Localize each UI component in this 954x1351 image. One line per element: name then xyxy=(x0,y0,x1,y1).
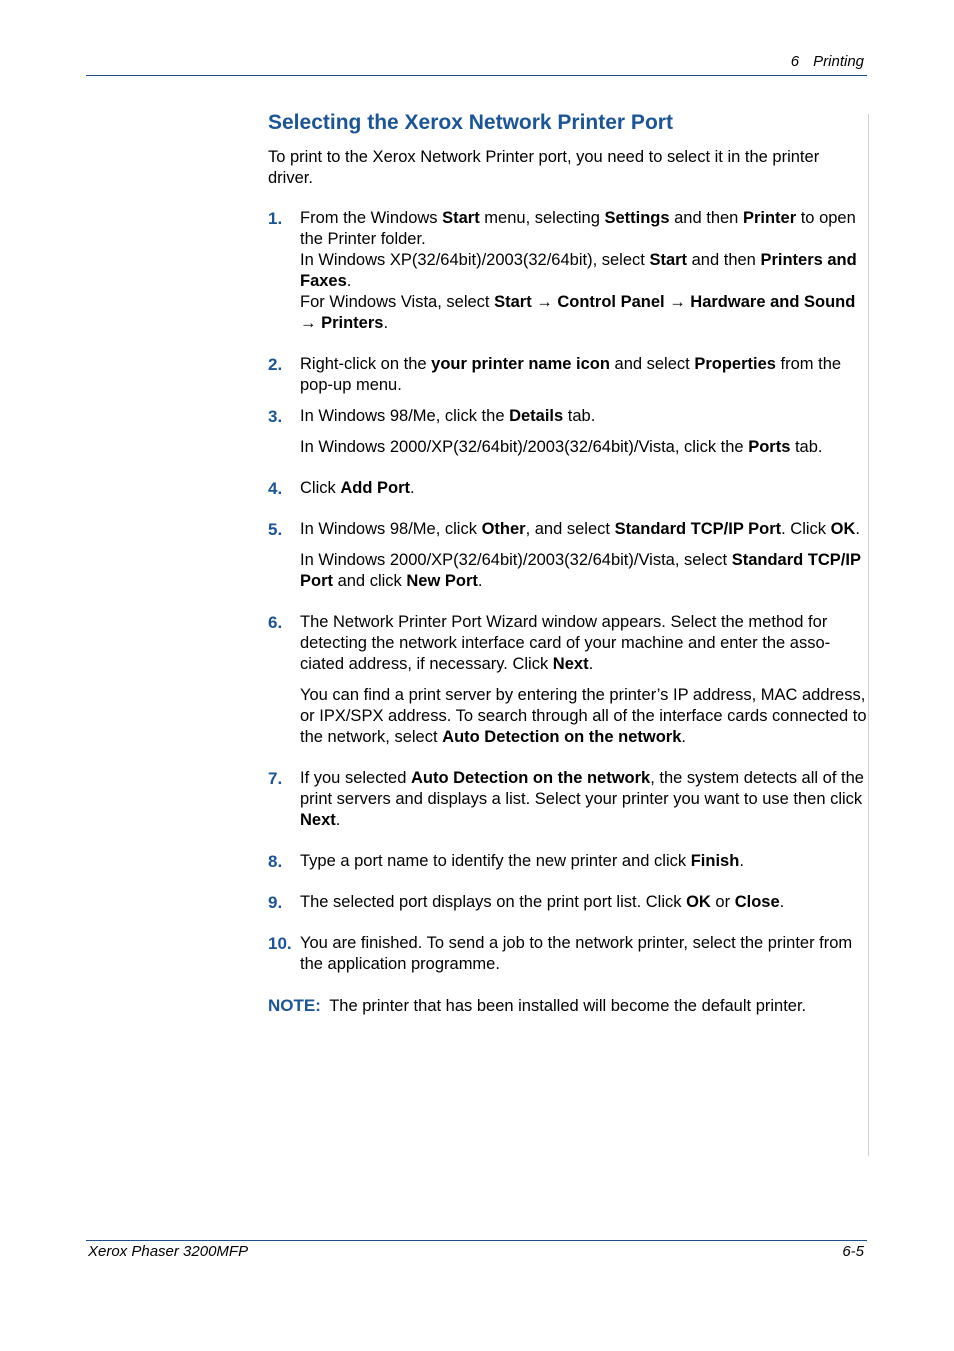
step-text: . xyxy=(410,479,415,497)
step-text: In Windows 2000/XP(32/64bit)/2003(32/64bit)/Vista, select xyxy=(300,551,732,569)
section-title: Selecting the Xerox Network Printer Port xyxy=(268,111,673,134)
page-content xyxy=(268,109,868,1017)
note-label: NOTE: xyxy=(268,996,321,1015)
step-item xyxy=(268,768,868,831)
step-text: You can find a print server by entering the printer’s IP address, MAC address, or IPX/SPX address. To search through all of the interface cards connected to the network, select xyxy=(300,686,867,746)
step-text: or xyxy=(710,893,735,911)
step-text: . xyxy=(588,655,594,673)
step-item xyxy=(268,933,868,975)
step-number: 7. xyxy=(268,769,283,788)
step-text: The selected port displays on the print port list. Click xyxy=(300,893,687,911)
step-text: From the Windows xyxy=(300,209,443,227)
step-item xyxy=(268,892,868,913)
step-text: . xyxy=(335,811,341,829)
step-text: In Windows 98/Me, click xyxy=(300,520,482,538)
step-text: . xyxy=(739,852,744,870)
step-text: In Windows 2000/XP(32/64bit)/2003(32/64bit)/Vista, click the xyxy=(300,438,749,456)
step-paragraph xyxy=(300,406,868,427)
step-text: from the pop-up menu. xyxy=(300,355,842,394)
step-emphasis: New Port xyxy=(406,572,478,590)
step-emphasis: Printers xyxy=(321,314,384,332)
step-text: In Windows XP(32/64bit)/2003(32/64bit), select xyxy=(300,251,650,269)
step-paragraph xyxy=(300,933,868,975)
step-text: You are finished. To send a job to the network printer, select the printer from the application programme. xyxy=(300,934,853,973)
step-item xyxy=(268,478,868,499)
step-text: and then xyxy=(687,251,761,269)
step-text: Right-click on the xyxy=(300,355,432,373)
step-text: and click xyxy=(333,572,407,590)
footer-page-number: 6-5 xyxy=(842,1243,864,1260)
steps-list xyxy=(268,208,868,975)
step-item xyxy=(268,519,868,592)
step-paragraph xyxy=(300,892,868,913)
step-text: . Click xyxy=(781,520,831,538)
step-emphasis: Details xyxy=(509,407,564,425)
step-text: . xyxy=(346,272,352,290)
step-emphasis: Close xyxy=(734,893,780,911)
step-emphasis: Next xyxy=(552,655,589,673)
step-text: The Network Printer Port Wizard window appears. Select the method for detecting the network interface card of your machine and enter the asso-ciated address, if necessary. Click xyxy=(300,613,831,673)
step-item xyxy=(268,851,868,872)
step-paragraph xyxy=(300,519,868,540)
step-paragraph xyxy=(300,851,868,872)
step-text: menu, selecting xyxy=(479,209,605,227)
step-number: 5. xyxy=(268,520,283,539)
step-emphasis: Auto Detection on the network xyxy=(442,728,682,746)
step-emphasis: Start xyxy=(442,209,480,227)
step-paragraph xyxy=(300,354,868,396)
step-text: tab. xyxy=(563,407,596,425)
step-paragraph xyxy=(300,612,868,675)
step-text: Click xyxy=(300,479,341,497)
side-divider xyxy=(868,114,869,1156)
step-text: → xyxy=(664,293,691,311)
step-text: . xyxy=(477,572,483,590)
step-text: to open the Printer folder. xyxy=(300,209,856,248)
step-emphasis: Start xyxy=(649,251,688,269)
step-emphasis: Next xyxy=(300,811,336,829)
header-divider xyxy=(86,75,867,76)
step-number: 6. xyxy=(268,613,283,632)
step-item xyxy=(268,612,868,748)
step-emphasis: Auto Detection on the network xyxy=(410,769,651,787)
step-text: . xyxy=(779,893,785,911)
step-text: If you selected xyxy=(300,769,411,787)
step-paragraph xyxy=(300,208,868,334)
running-header xyxy=(791,53,864,71)
step-text: , the system detects all of the print servers and displays a list. Select your printer you want to use then click xyxy=(300,769,864,808)
step-number: 1. xyxy=(268,209,283,228)
step-emphasis: Finish xyxy=(690,852,740,870)
step-emphasis: Control Panel xyxy=(557,293,665,311)
step-text: and then xyxy=(669,209,743,227)
step-number: 9. xyxy=(268,893,283,912)
step-text: tab. xyxy=(790,438,823,456)
step-text: Type a port name to identify the new printer and click xyxy=(300,852,691,870)
step-text: In Windows 98/Me, click the xyxy=(300,407,510,425)
step-paragraph xyxy=(300,685,868,748)
step-paragraph xyxy=(300,768,868,831)
step-emphasis: Start xyxy=(494,293,532,311)
step-emphasis: Printer xyxy=(742,209,797,227)
step-text: → xyxy=(300,314,322,332)
step-number: 2. xyxy=(268,355,283,374)
step-paragraph xyxy=(300,478,868,499)
step-paragraph xyxy=(300,437,868,458)
step-emphasis: OK xyxy=(830,520,856,538)
step-emphasis: Add Port xyxy=(340,479,411,497)
step-emphasis: Standard TCP/IP Port xyxy=(614,520,782,538)
step-paragraph xyxy=(300,550,868,592)
step-emphasis: Hardware and Sound xyxy=(690,293,856,311)
chapter-title: Printing xyxy=(813,53,864,70)
step-text: . xyxy=(681,728,686,746)
footer-divider xyxy=(86,1240,867,1241)
step-number: 10. xyxy=(268,934,292,953)
step-number: 8. xyxy=(268,852,283,871)
step-emphasis: Other xyxy=(481,520,526,538)
step-item xyxy=(268,406,868,458)
note-text: The printer that has been installed will become the default printer. xyxy=(329,997,807,1015)
step-emphasis: Printers and Faxes xyxy=(300,251,857,290)
step-item xyxy=(268,208,868,334)
step-text: , and select xyxy=(525,520,615,538)
step-item xyxy=(268,354,868,396)
step-text: For Windows Vista, select xyxy=(300,293,495,311)
step-number: 4. xyxy=(268,479,283,498)
footer-product: Xerox Phaser 3200MFP xyxy=(88,1243,249,1260)
step-emphasis: Ports xyxy=(748,438,791,456)
step-emphasis: OK xyxy=(686,893,711,911)
step-emphasis: your printer name icon xyxy=(431,355,610,373)
step-text: . xyxy=(383,314,389,332)
section-intro: To print to the Xerox Network Printer port, you need to select it in the printer driver. xyxy=(268,148,820,187)
step-number: 3. xyxy=(268,407,283,426)
step-text: and select xyxy=(609,355,695,373)
step-emphasis: Properties xyxy=(694,355,776,373)
step-emphasis: Standard TCP/IP Port xyxy=(300,551,861,590)
chapter-number: 6 xyxy=(790,53,800,70)
step-emphasis: Settings xyxy=(604,209,670,227)
step-text: . xyxy=(855,520,860,538)
step-text: → xyxy=(531,293,558,311)
note xyxy=(268,995,868,1017)
